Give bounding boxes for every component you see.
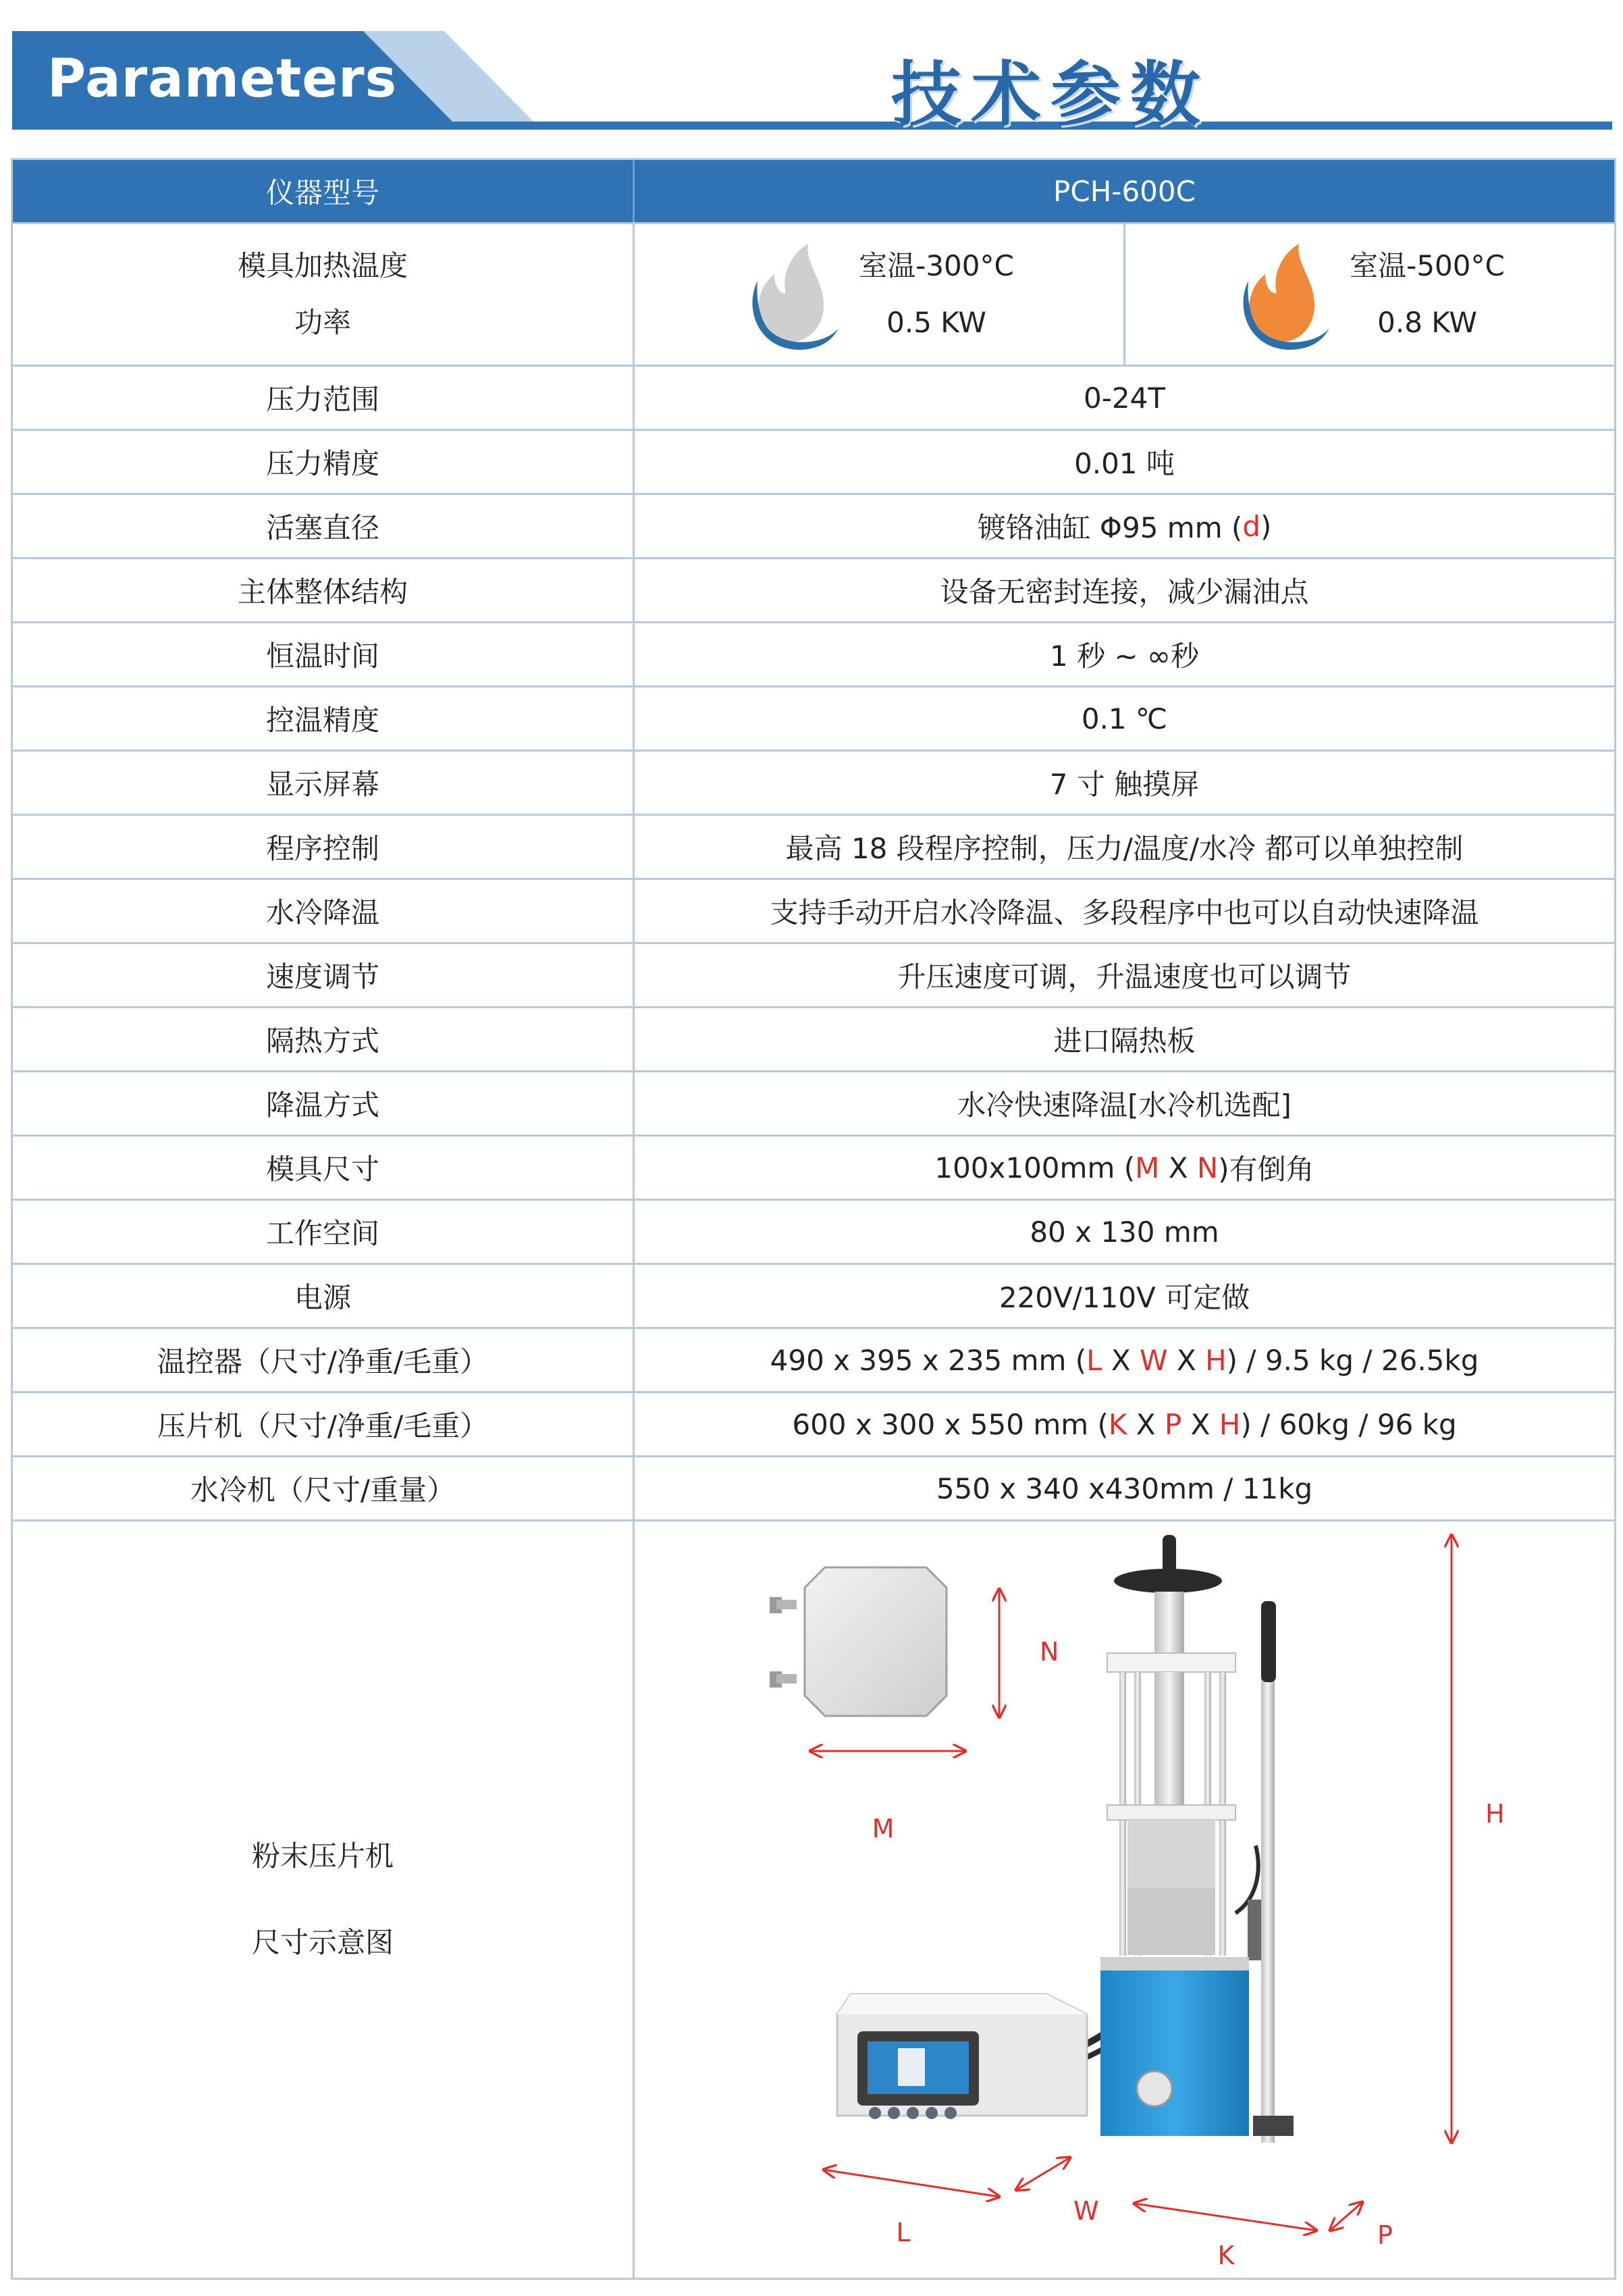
row-label: 工作空间 [13, 1201, 635, 1263]
row-value: 550 x 340 x430mm / 11kg [936, 1471, 1313, 1505]
table-row [13, 750, 1614, 814]
heating-values [635, 224, 1614, 365]
diagram-row [13, 1519, 1614, 2278]
row-value: 0.1 ℃ [1081, 702, 1168, 735]
model-label: 仪器型号 [13, 160, 635, 222]
row-value: 设备无密封连接，减少漏油点 [940, 575, 1309, 608]
table-row [13, 1006, 1614, 1070]
flame-orange-icon [1235, 234, 1336, 355]
dim-w-label: W [1073, 2196, 1099, 2226]
table-header-row [13, 160, 1614, 222]
row-label: 活塞直径 [13, 495, 635, 557]
table-row [13, 1455, 1614, 1519]
dim-k-label: K [1217, 2241, 1235, 2270]
heating-power-08: 0.8 KW [1377, 306, 1477, 339]
row-label: 压力精度 [13, 431, 635, 493]
row-label: 主体整体结构 [13, 559, 635, 621]
table-row [13, 557, 1614, 621]
dim-l-arrow [824, 2170, 999, 2197]
diagram-label-2: 尺寸示意图 [251, 1926, 394, 1959]
heating-row [13, 222, 1614, 365]
dim-w-arrow [1016, 2158, 1070, 2190]
controller-x1: X [1102, 1343, 1140, 1377]
dim-p-arrow [1330, 2202, 1362, 2230]
row-value: 升压速度可调，升温速度也可以调节 [897, 960, 1352, 993]
controller-weight: ) / 9.5 kg / 26.5kg [1226, 1343, 1479, 1377]
flame-grey-icon [744, 234, 845, 355]
header-title-cn: 技术参数 [891, 53, 1210, 136]
row-label: 隔热方式 [13, 1008, 635, 1070]
dim-k-arrow [1134, 2203, 1316, 2230]
press-diagram-svg [635, 1521, 1614, 2278]
row-label: 恒温时间 [13, 623, 635, 685]
table-row [13, 1070, 1614, 1134]
row-value [635, 1329, 1614, 1391]
table-row [13, 1327, 1614, 1391]
controller-dim-h: H [1205, 1343, 1227, 1377]
header-rule [12, 122, 1612, 130]
row-label: 控温精度 [13, 687, 635, 750]
press-weight: ) / 60kg / 96 kg [1240, 1407, 1457, 1441]
table-row [13, 1263, 1614, 1327]
row-value: 80 x 130 mm [1030, 1215, 1219, 1249]
mold-chamfer: )有倒角 [1218, 1153, 1314, 1186]
heating-option-500 [1125, 224, 1614, 365]
row-label: 降温方式 [13, 1072, 635, 1134]
row-value: 进口隔热板 [1053, 1024, 1196, 1058]
table-row [13, 878, 1614, 942]
row-label: 压力范围 [13, 367, 635, 429]
dim-p-label: P [1377, 2220, 1393, 2250]
press-size: 600 x 300 x 550 mm ( [792, 1407, 1109, 1441]
heating-temp-500: 室温-500°C [1350, 249, 1505, 282]
dim-m-label: M [872, 1814, 895, 1844]
heating-temp-300: 室温-300°C [859, 249, 1014, 282]
table-row [13, 365, 1614, 429]
press-dim-k: K [1108, 1407, 1127, 1441]
press-x1: X [1127, 1407, 1165, 1441]
row-value: 最高 18 段程序控制，压力/温度/水冷 都可以单独控制 [785, 832, 1464, 865]
piston-close: ) [1260, 509, 1272, 543]
diagram-label-1: 粉末压片机 [251, 1840, 394, 1873]
row-label: 水冷降温 [13, 880, 635, 942]
controller-dim-l: L [1086, 1343, 1102, 1377]
heating-label-power: 功率 [294, 306, 351, 339]
row-label: 温控器（尺寸/净重/毛重） [13, 1329, 635, 1391]
controller-size: 490 x 395 x 235 mm ( [770, 1343, 1087, 1377]
mold-dim-m: M [1135, 1151, 1160, 1184]
row-label: 显示屏幕 [13, 752, 635, 814]
press-illustration [1100, 1535, 1294, 2143]
mold-x: X [1159, 1151, 1197, 1184]
row-label: 速度调节 [13, 944, 635, 1006]
controller-x2: X [1167, 1343, 1206, 1377]
table-row [13, 621, 1614, 685]
table-row [13, 429, 1614, 493]
row-value: 0-24T [1084, 381, 1165, 415]
spec-table [11, 158, 1616, 2280]
row-label: 模具尺寸 [13, 1137, 635, 1199]
heating-label-temp: 模具加热温度 [237, 249, 408, 282]
header-title-en: Parameters [47, 49, 398, 109]
table-row [13, 1134, 1614, 1199]
dim-l-label: L [896, 2218, 911, 2247]
page-header [0, 0, 1623, 135]
row-label: 压片机（尺寸/净重/毛重） [13, 1393, 635, 1455]
row-value: 支持手动开启水冷降温、多段程序中也可以自动快速降温 [770, 896, 1479, 929]
controller-dim-w: W [1140, 1343, 1168, 1377]
diagram-label [13, 1521, 635, 2278]
heating-power-05: 0.5 KW [886, 306, 986, 339]
table-row [13, 1391, 1614, 1455]
row-label: 电源 [13, 1265, 635, 1327]
mold-dim-n: N [1196, 1151, 1219, 1184]
table-row [13, 493, 1614, 557]
piston-dim-d: d [1242, 509, 1261, 543]
piston-text: 镀铬油缸 Φ95 mm ( [977, 511, 1243, 544]
row-label: 程序控制 [13, 816, 635, 878]
mold-illustration [770, 1567, 947, 1716]
dim-h-label: H [1485, 1799, 1505, 1829]
diagram-cell [635, 1521, 1614, 2278]
table-row [13, 1199, 1614, 1263]
press-dim-h: H [1219, 1407, 1241, 1441]
mold-size-text: 100x100mm ( [934, 1151, 1136, 1184]
row-value [635, 1137, 1614, 1199]
model-value: PCH-600C [1053, 174, 1196, 208]
heating-option-300 [635, 224, 1125, 365]
table-row [13, 942, 1614, 1006]
row-value: 220V/110V 可定做 [999, 1281, 1250, 1314]
dim-n-label: N [1040, 1637, 1059, 1667]
row-value: 1 秒 ~ ∞秒 [1050, 640, 1199, 673]
heating-label [13, 224, 635, 365]
dimension-diagram [635, 1521, 1614, 2278]
table-row [13, 814, 1614, 878]
press-x2: X [1181, 1407, 1219, 1441]
row-value [635, 495, 1614, 557]
press-dim-p: P [1164, 1407, 1182, 1441]
row-value: 0.01 吨 [1074, 447, 1175, 480]
row-value: 水冷快速降温[水冷机选配] [957, 1089, 1292, 1122]
row-label: 水冷机（尺寸/重量） [13, 1457, 635, 1519]
row-value: 7 寸 触摸屏 [1049, 768, 1200, 801]
row-value [635, 1393, 1614, 1455]
heating-option-300-text [859, 238, 1014, 351]
heating-option-500-text [1350, 238, 1505, 351]
table-row [13, 685, 1614, 750]
